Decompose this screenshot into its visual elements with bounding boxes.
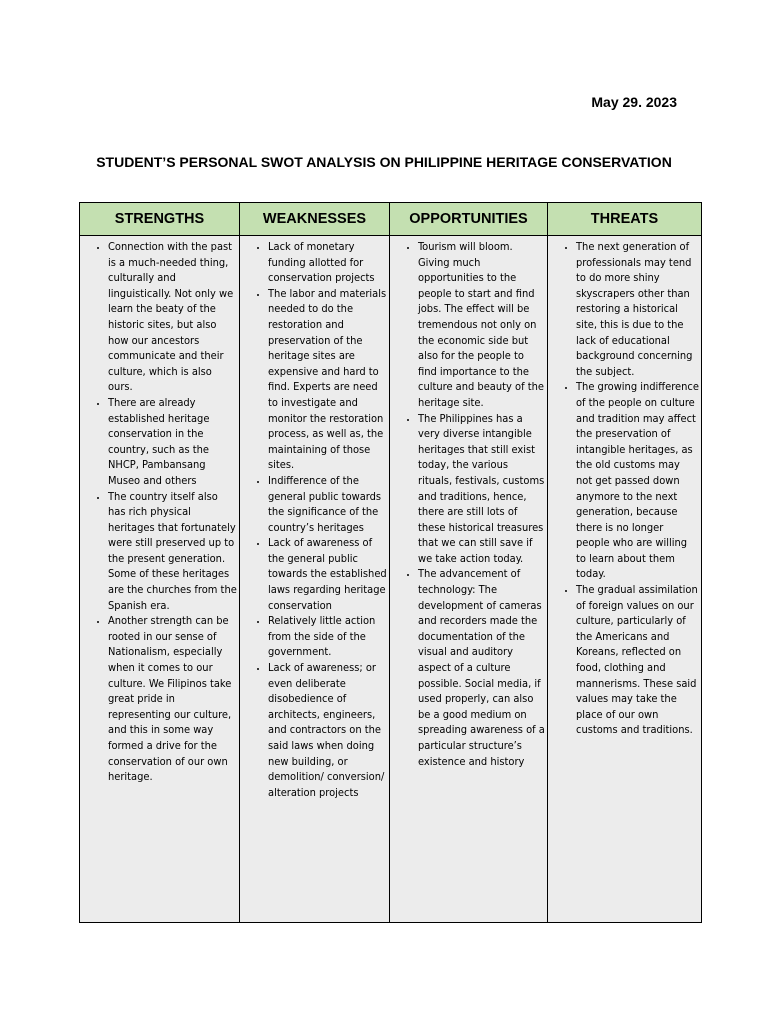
weakness-item: • Lack of awareness of the general public towards the established laws regarding heritage conservation	[268, 535, 387, 613]
weakness-item: • Lack of monetary funding allotted for conservation projects	[268, 239, 387, 286]
threat-item: • The next generation of professionals may tend to do more shiny skyscrapers other than restoring a historical site, this is due to the lack of educational background concerning the subject.	[576, 239, 699, 379]
swot-body-row	[80, 236, 702, 923]
strengths-cell	[80, 236, 240, 923]
threats-cell	[548, 236, 702, 923]
weaknesses-header: WEAKNESSES	[240, 203, 390, 236]
strengths-list	[80, 239, 237, 785]
weaknesses-list	[240, 239, 387, 800]
swot-header-row	[80, 203, 702, 236]
weakness-item: • The labor and materials needed to do the restoration and preservation of the heritage sites are expensive and hard to find. Experts are need to investigate and monitor the restoration process, as well as, the maintaining of those sites.	[268, 286, 387, 473]
opportunity-item: • The Philippines has a very diverse intangible heritages that still exist today, the various rituals, festivals, customs and traditions, hence, there are still lots of these historical treasures that we can still save if we take action today.	[418, 411, 545, 567]
strengths-header: STRENGTHS	[80, 203, 240, 236]
swot-table	[79, 202, 702, 923]
opportunities-list	[390, 239, 545, 769]
threats-list	[548, 239, 699, 738]
weakness-item: • Indifference of the general public towards the significance of the country’s heritages	[268, 473, 387, 535]
strength-item: • Connection with the past is a much-needed thing, culturally and linguistically. Not only we learn the beaty of the historic sites, but also how our ancestors communicate and their culture, which is also ours.	[108, 239, 237, 395]
strength-item: • Another strength can be rooted in our sense of Nationalism, especially when it comes to our culture. We Filipinos take great pride in representing our culture, and this in some way formed a drive for the conservation of our own heritage.	[108, 613, 237, 785]
threat-item: • The gradual assimilation of foreign values on our culture, particularly of the Americans and Koreans, reflected on food, clothing and mannerisms. These said values may take the place of our own customs and traditions.	[576, 582, 699, 738]
threats-header: THREATS	[548, 203, 702, 236]
document-date: May 29. 2023	[591, 94, 677, 110]
strength-item: • The country itself also has rich physical heritages that fortunately were still preserved up to the present generation. Some of these heritages are the churches from the Spanish era.	[108, 489, 237, 614]
opportunities-header: OPPORTUNITIES	[390, 203, 548, 236]
weakness-item: • Lack of awareness; or even deliberate disobedience of architects, engineers, and contractors on the said laws when doing new building, or demolition/ conversion/ alteration projects	[268, 660, 387, 800]
threat-item: • The growing indifference of the people on culture and tradition may affect the preservation of intangible heritages, as the old customs may not get passed down anymore to the next generation, because there is no longer people who are willing to learn about them today.	[576, 379, 699, 582]
opportunity-item: • The advancement of technology: The development of cameras and recorders made the documentation of the visual and auditory aspect of a culture possible. Social media, if used properly, can also be a good medium on spreading awareness of a particular structure’s existence and history	[418, 566, 545, 769]
opportunity-item: • Tourism will bloom. Giving much opportunities to the people to start and find jobs. The effect will be tremendous not only on the economic side but also for the people to find importance to the culture and beauty of the heritage site.	[418, 239, 545, 411]
strength-item: • There are already established heritage conservation in the country, such as the NHCP, Pambansang Museo and others	[108, 395, 237, 489]
document-title: STUDENT’S PERSONAL SWOT ANALYSIS ON PHILIPPINE HERITAGE CONSERVATION	[96, 154, 672, 170]
weakness-item: • Relatively little action from the side of the government.	[268, 613, 387, 660]
opportunities-cell	[390, 236, 548, 923]
weaknesses-cell	[240, 236, 390, 923]
